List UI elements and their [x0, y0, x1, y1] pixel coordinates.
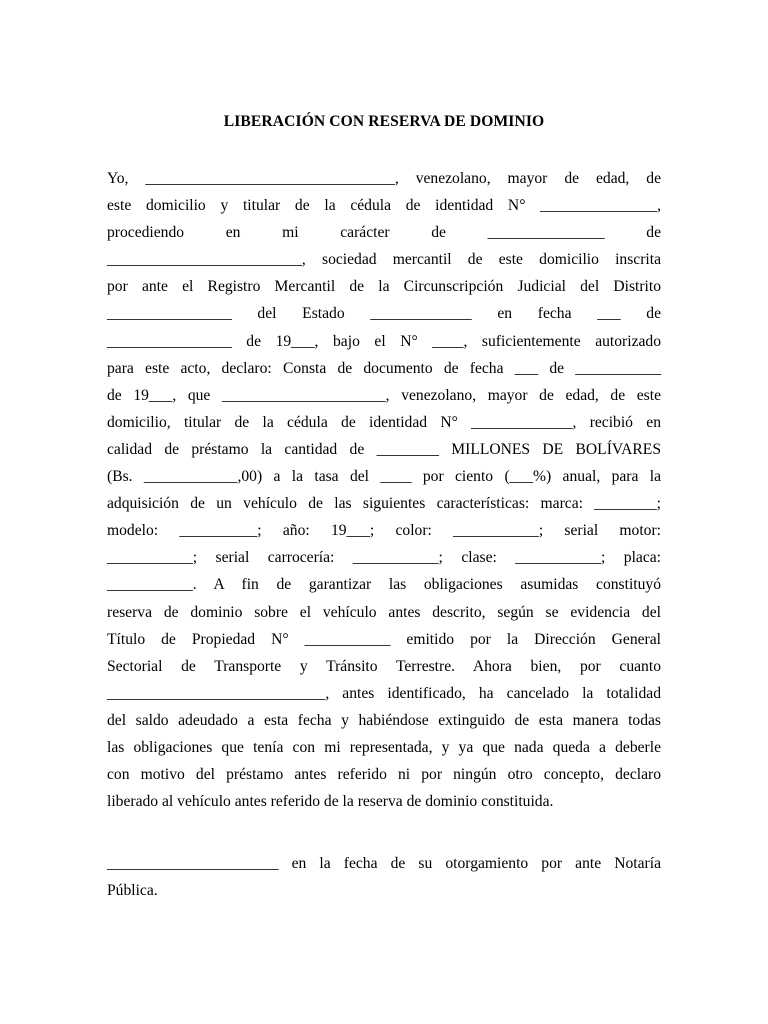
- body-line: domicilio, titular de la cédula de identidad N° _____________, recibió en: [107, 413, 661, 431]
- body-line: Sectorial de Transporte y Tránsito Terrestre. Ahora bien, por cuanto: [107, 657, 661, 675]
- body-line: ___________. A fin de garantizar las obligaciones asumidas constituyó: [107, 576, 661, 594]
- document-body: [107, 165, 661, 815]
- body-line: para este acto, declaro: Consta de documento de fecha ___ de ___________: [107, 359, 661, 377]
- body-line: reserva de dominio sobre el vehículo antes descrito, según se evidencia del: [107, 603, 661, 621]
- body-line: modelo: __________; año: 19___; color: ___________; serial motor:: [107, 522, 661, 540]
- body-line: del saldo adeudado a esta fecha y habiéndose extinguido de esta manera todas: [107, 711, 661, 729]
- closing-line: ______________________ en la fecha de su otorgamiento por ante Notaría: [107, 855, 661, 872]
- body-line: ____________________________, antes identificado, ha cancelado la totalidad: [107, 684, 661, 702]
- body-line: ________________ de 19___, bajo el N° ____, suficientemente autorizado: [107, 332, 661, 350]
- body-line: calidad de préstamo la cantidad de ________ MILLONES DE BOLÍVARES: [107, 440, 661, 458]
- body-line: _________________________, sociedad mercantil de este domicilio inscrita: [107, 251, 661, 269]
- body-line: este domicilio y titular de la cédula de identidad N° _______________,: [107, 197, 661, 215]
- body-line: procediendo en mi carácter de _______________ de: [107, 224, 661, 242]
- body-line: Título de Propiedad N° ___________ emitido por la Dirección General: [107, 630, 661, 648]
- body-line: con motivo del préstamo antes referido ni por ningún otro concepto, declaro: [107, 766, 661, 784]
- body-line: liberado al vehículo antes referido de la reserva de dominio constituida.: [107, 793, 554, 811]
- body-line: ________________ del Estado _____________ en fecha ___ de: [107, 305, 661, 323]
- closing-line: Pública.: [107, 882, 158, 900]
- closing-paragraph: [107, 850, 661, 904]
- body-line: por ante el Registro Mercantil de la Circunscripción Judicial del Distrito: [107, 278, 661, 296]
- document-title: LIBERACIÓN CON RESERVA DE DOMINIO: [223, 113, 545, 130]
- body-line: Yo, ________________________________, venezolano, mayor de edad, de: [107, 170, 661, 187]
- body-line: adquisición de un vehículo de las siguientes características: marca: ________;: [107, 495, 661, 513]
- body-line: (Bs. ____________,00) a la tasa del ____ por ciento (___%) anual, para la: [107, 468, 661, 486]
- body-line: ___________; serial carrocería: ___________; clase: ___________; placa:: [107, 549, 661, 567]
- body-line: las obligaciones que tenía con mi representada, y ya que nada queda a deberle: [107, 738, 661, 756]
- body-line: de 19___, que _____________________, venezolano, mayor de edad, de este: [107, 386, 661, 404]
